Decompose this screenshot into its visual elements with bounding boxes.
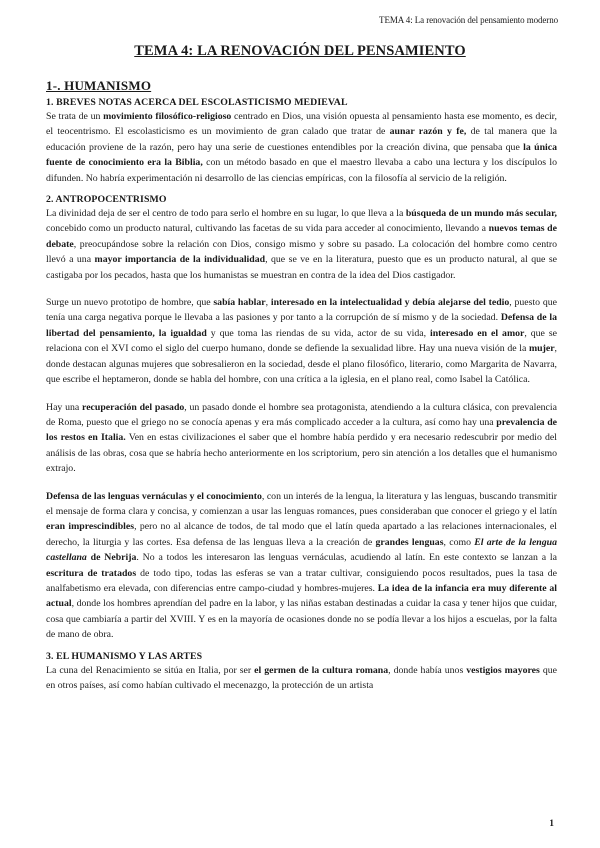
section-heading-humanismo: 1-. HUMANISMO	[46, 78, 152, 93]
paragraph-antropocentrismo-1: La divinidad deja de ser el centro de todo para serlo el hombre en su lugar, lo que lleva a la búsqueda de un mundo más secular, concebido como un producto natural, cultivando las facetas de su vida para acceder al conocimiento, llevando a nuevos temas de debate, preocupándose sobre la relación con Dios, consigo mismo y sobre su pasado. La colocación del hombre como centro llevó a una mayor importancia de la individualidad, que se ve en la literatura, puesto que es un producto natural, al que se castigaba por los pecados, hasta que los humanistas se muestran en contra de la idea del Dios castigador.	[46, 208, 557, 281]
document-body	[46, 78, 557, 693]
running-header: TEMA 4: La renovación del pensamiento moderno	[379, 15, 558, 25]
paragraph-antropocentrismo-2: Surge un nuevo prototipo de hombre, que sabía hablar, interesado en la intelectualidad y debía alejarse del tedio, puesto que tenía una carga negativa porque le llevaba a las pasiones y por tanto a la corrupción de sí mismo y de la sociedad. Defensa de la libertad del pensamiento, la igualdad y que toma las riendas de su vida, actor de su vida, interesado en el amor, que se relaciona con el XVI como el siglo del cuerpo humano, donde se defiende la sexualidad libre. Hay una nueva visión de la mujer, donde destacan algunas mujeres que sobresalieron en la sociedad, desde el plano filosófico, literario, como Margarita de Navarra, que escribe el heptameron, donde se habla del hombre, con una crítica a la iglesia, en el plano real, como Isabel la Católica.	[46, 297, 557, 386]
page-number: 1	[549, 819, 554, 829]
paragraph-escolasticismo: Se trata de un movimiento filosófico-religioso centrado en Dios, una visión opuesta al pensamiento hasta ese momento, es decir, el teocentrismo. El escolasticismo es un movimiento de gran calado que tratar de aunar razón y fe, de tal manera que la educación proviene de la razón, pero hay una serie de cuestiones entendibles por la creación divina, que pensaba que la única fuente de conocimiento era la Biblia, con un método basado en que el maestro llevaba a cabo una lectura y los discípulos lo difunden. No habría experimentación ni desarrollo de las ciencias empíricas, con la filosofía al servicio de la religión.	[46, 111, 557, 184]
paragraph-antropocentrismo-4: Defensa de las lenguas vernáculas y el conocimiento, con un interés de la lengua, la literatura y las lenguas, buscando transmitir el mensaje de forma clara y concisa, y comienzan a usar las lenguas romances, pues consideraban que conocer el griego y el latín eran imprescindibles, pero no al alcance de todos, de tal modo que el latín queda apartado a las relaciones internacionales, el derecho, la liturgia y las cortes. Esa defensa de las lenguas lleva a la creación de grandes lenguas, como El arte de la lengua castellana de Nebrija. No a todos les interesaron las lenguas vernáculas, acudiendo al latín. En este contexto se lanzan a la escritura de tratados de todo tipo, todas las esferas se van a tratar cultivar, consiguiendo pocos resultados, pues la tasa de analfabetismo era elevada, con diferencias entre campo-ciudad y hombres-mujeres. La idea de la infancia era muy diferente al actual, donde los hombres aprendían del padre en la labor, y las niñas estaban destinadas a cuidar la casa y tener hijos que cuidar, cosa que cambiaría a partir del XVIII. Y es en la mayoría de ocasiones donde no se podía llevar a los hijos a escuelas, por la falta de mano de obra.	[46, 490, 558, 641]
document-title: TEMA 4: LA RENOVACIÓN DEL PENSAMIENTO	[134, 43, 466, 59]
paragraph-antropocentrismo-3: Hay una recuperación del pasado, un pasado donde el hombre sea protagonista, atendiendo a la cultura clásica, con prevalencia de Roma, puesto que el griego no se conocía apenas y era más complicado acceder a la cultura, así como hay una prevalencia de los restos en Italia. Ven en estas civilizaciones el saber que el hombre había perdido y era necesario redescubrir por medio del análisis de las obras, cosa que se habría hecho anteriormente en los scriptorium, pero sin atención a los detalles que el humanismo extrajo.	[46, 401, 557, 475]
subsection-heading-antropocentrismo: 2. ANTROPOCENTRISMO	[46, 194, 167, 206]
subsection-heading-humanismo-artes: 3. EL HUMANISMO Y LAS ARTES	[46, 650, 203, 662]
paragraph-humanismo-artes: La cuna del Renacimiento se sitúa en Italia, por ser el germen de la cultura romana, donde había unos vestigios mayores que en otros países, así como habían cultivado el mecenazgo, la protección de un artista	[46, 664, 557, 691]
subsection-heading-escolasticismo: 1. BREVES NOTAS ACERCA DEL ESCOLASTICISMO MEDIEVAL	[46, 97, 348, 108]
